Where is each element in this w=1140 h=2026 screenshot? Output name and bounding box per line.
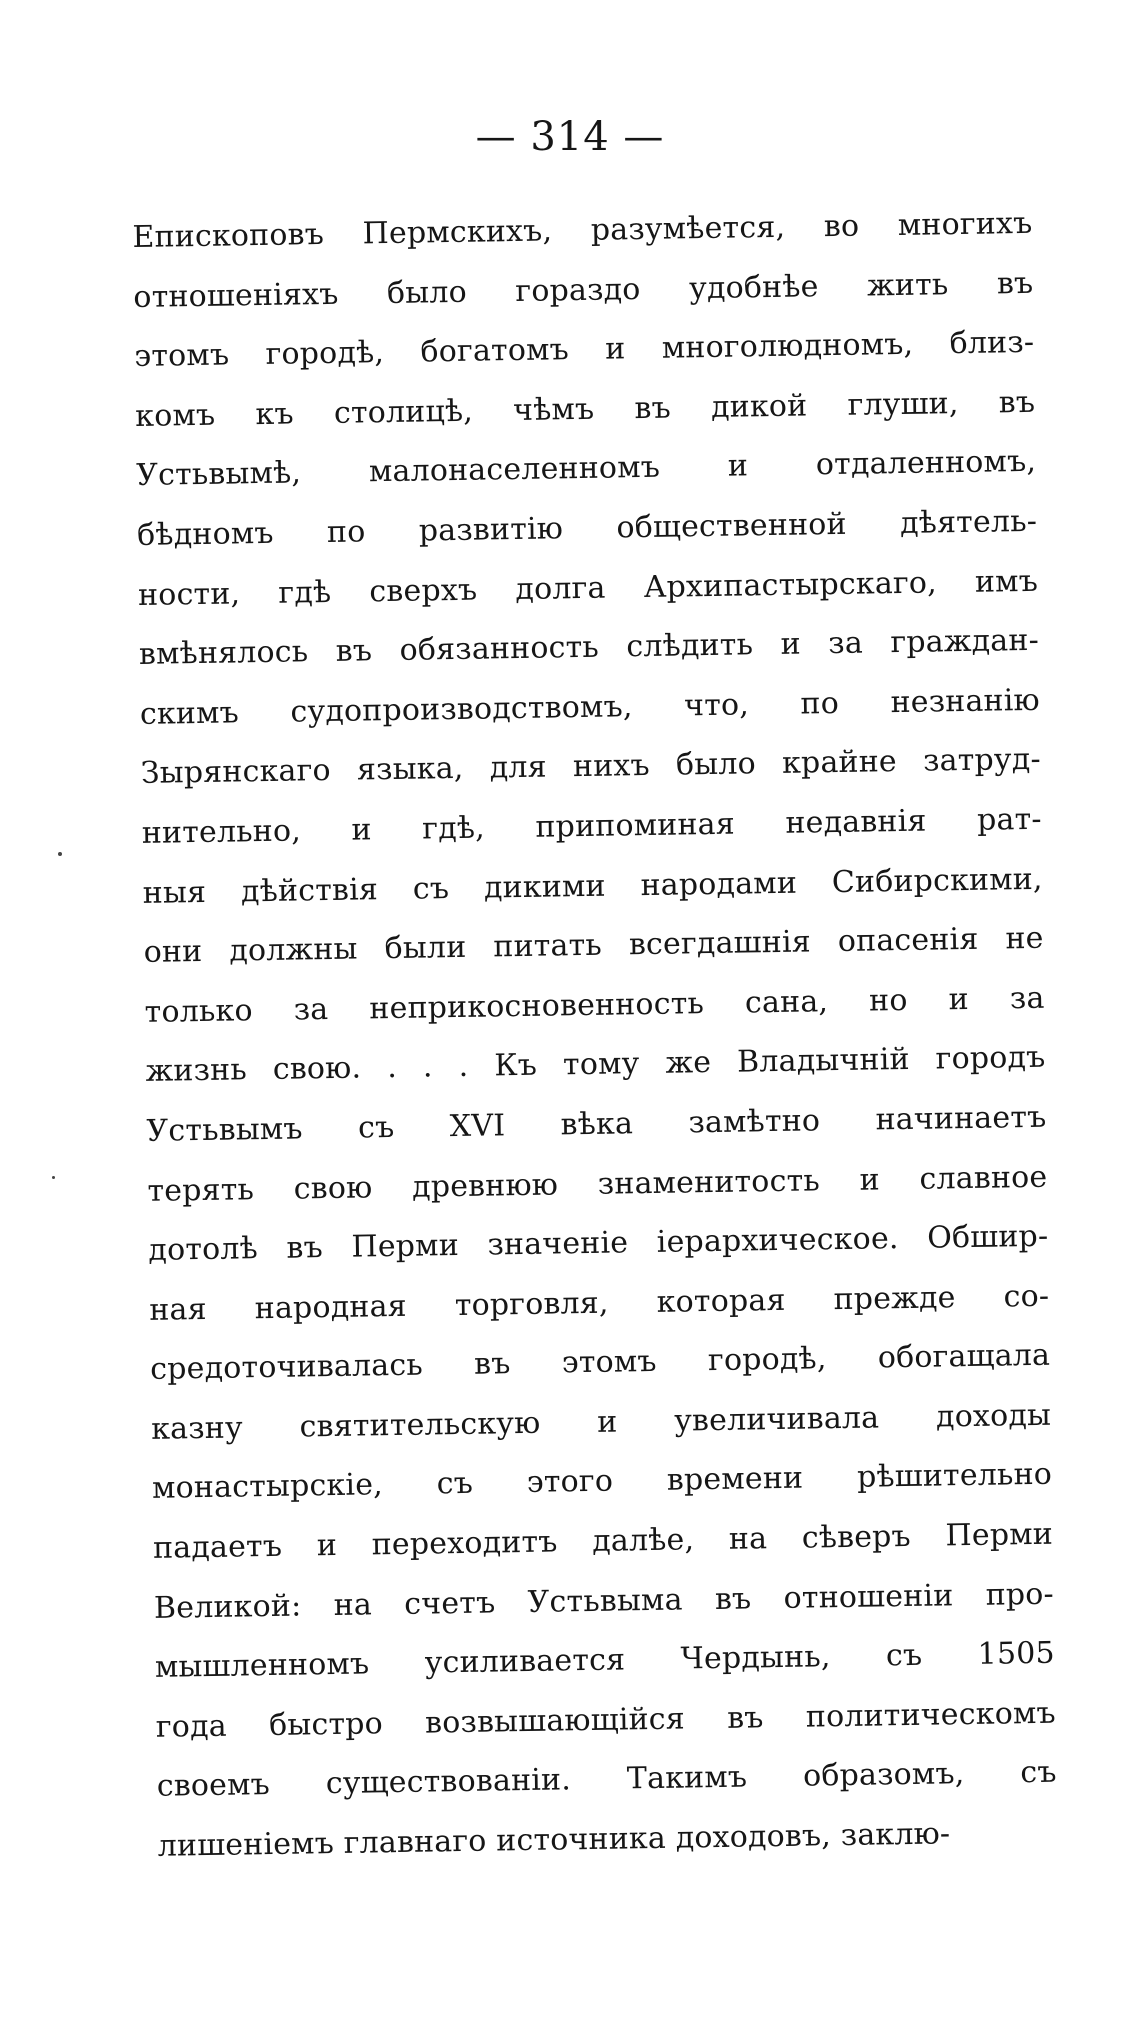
text-line: лишеніемъ главнаго источника доходовъ, заклю- xyxy=(157,1816,951,1864)
print-speck xyxy=(52,1176,55,1179)
text-line: ности, гдѣ сверхъ долга Архипастырскаго, имъ xyxy=(137,563,1039,613)
text-line: отношеніяхъ было гораздо удобнѣе жить въ xyxy=(133,265,1034,315)
text-line: жизнь свою. . . . Къ тому же Владычній городъ xyxy=(145,1040,1046,1090)
text-line: они должны были питать всегдашнія опасенія не xyxy=(143,920,1044,971)
text-line: падаетъ и переходитъ далѣе, на сѣверъ Перми xyxy=(152,1516,1054,1566)
print-speck xyxy=(58,852,62,856)
text-line: дотолѣ въ Перми значеніе іерархическое. Обшир- xyxy=(148,1218,1049,1268)
text-line: только за неприкосновенность сана, но и за xyxy=(144,980,1045,1030)
text-line: Великой: на счетъ Устьвыма въ отношеніи про- xyxy=(153,1576,1055,1626)
text-line: вмѣнялось въ обязанность слѣдить и за граждан- xyxy=(138,622,1040,673)
text-line: казну святительскую и увеличивала доходы xyxy=(150,1397,1052,1447)
text-line: Зырянскаго языка, для нихъ было крайне затруд- xyxy=(140,742,1042,792)
text-line: этомъ городѣ, богатомъ и многолюдномъ, близ- xyxy=(134,325,1035,375)
text-line: ныя дѣйствія съ дикими народами Сибирскими, xyxy=(142,861,1043,911)
text-line: своемъ существованіи. Такимъ образомъ, съ xyxy=(156,1755,1057,1805)
page-number: — 314 — xyxy=(475,114,665,160)
body-text xyxy=(132,194,1058,1877)
text-line: скимъ судопроизводствомъ, что, по незнанію xyxy=(139,682,1041,732)
text-line: Устьвымѣ, малонаселенномъ и отдаленномъ, xyxy=(135,444,1037,494)
text-line: ная народная торговля, которая прежде со- xyxy=(149,1278,1050,1328)
text-line: монастырскіе, съ этого времени рѣшительно xyxy=(151,1457,1053,1507)
text-line: мышленномъ усиливается Чердынь, съ 1505 xyxy=(154,1635,1056,1686)
text-line: Устьвымъ съ XVI вѣка замѣтно начинаетъ xyxy=(146,1099,1047,1149)
text-line: нительно, и гдѣ, припоминая недавнія рат- xyxy=(141,801,1042,851)
text-line: Епископовъ Пермскихъ, разумѣется, во многихъ xyxy=(132,205,1033,255)
text-line: бѣдномъ по развитію общественной дѣятель- xyxy=(136,503,1038,553)
text-line: года быстро возвышающійся въ политическомъ xyxy=(155,1695,1057,1745)
text-line: средоточивалась въ этомъ городѣ, обогащала xyxy=(149,1338,1051,1388)
text-line: комъ къ столицѣ, чѣмъ въ дикой глуши, въ xyxy=(134,384,1036,434)
text-line: терять свою древнюю знаменитость и славное xyxy=(147,1159,1048,1209)
